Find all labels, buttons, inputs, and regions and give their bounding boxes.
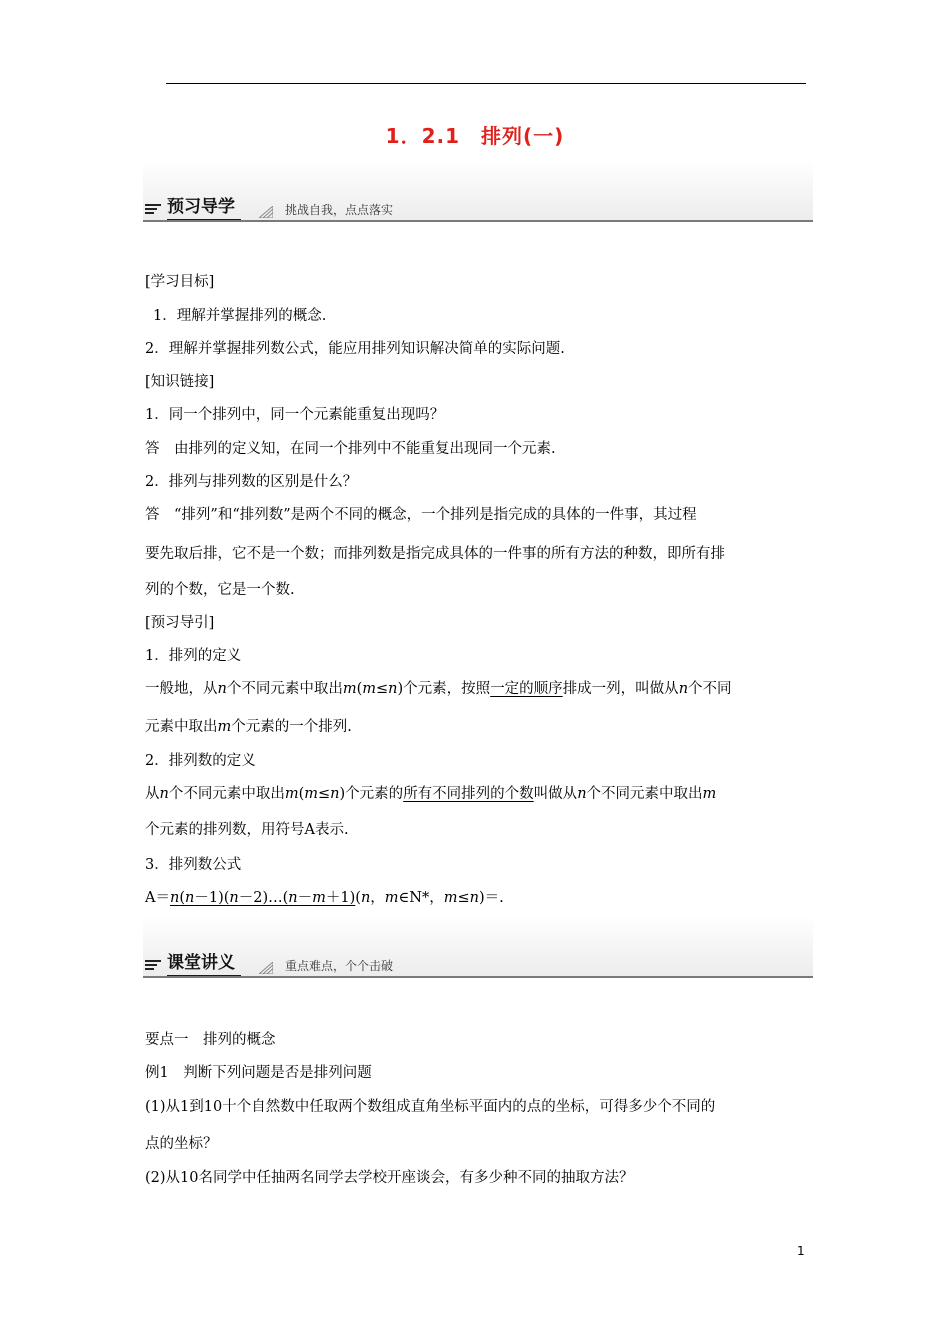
- example-part-1-line-2: 点的坐标？: [145, 1136, 218, 1152]
- underlined-formula: n(n－1)(n－2)…(n－m＋1): [169, 890, 356, 906]
- number-definition-heading: 2．排列数的定义: [145, 753, 256, 769]
- section-title: 预习导学: [167, 197, 241, 222]
- underlined-term: 所有不同排列的个数: [403, 786, 534, 802]
- question-2: 2．排列与排列数的区别是什么？: [145, 474, 358, 490]
- wedge-icon: [259, 206, 273, 218]
- underlined-term: 一定的顺序: [490, 681, 563, 697]
- answer-1: 答 由排列的定义知，在同一个排列中不能重复出现同一个元素.: [145, 441, 556, 457]
- number-definition-line-2: 个元素的排列数，用符号A表示.: [145, 822, 349, 838]
- lines-icon: [145, 960, 161, 972]
- answer-2-line-1: 答 “排列”和“排列数”是两个不同的概念，一个排列是指完成的具体的一件事，其过程: [145, 507, 697, 523]
- question-1: 1．同一个排列中，同一个元素能重复出现吗？: [145, 407, 445, 423]
- definition-line-1: 一般地，从n个不同元素中取出m(m≤n)个元素，按照一定的顺序排成一列，叫做从n个不同: [145, 681, 732, 697]
- definition-line-2: 元素中取出m个元素的一个排列.: [145, 719, 352, 735]
- point-heading: 要点一 排列的概念: [145, 1032, 276, 1048]
- definition-heading: 1．排列的定义: [145, 648, 242, 664]
- link-heading: [知识链接]: [145, 374, 215, 390]
- goal-1: 1．理解并掌握排列的概念.: [153, 308, 327, 324]
- formula-line: A＝n(n－1)(n－2)…(n－m＋1)(n，m∈N*，m≤n)＝.: [145, 890, 504, 906]
- lines-icon: [145, 204, 161, 216]
- example-heading: 例1 判断下列问题是否是排列问题: [145, 1065, 372, 1081]
- guide-heading: [预习导引]: [145, 615, 215, 631]
- answer-2-line-2: 要先取后排，它不是一个数；而排列数是指完成具体的一件事的所有方法的种数，即所有排: [145, 546, 725, 562]
- wedge-icon: [259, 962, 273, 974]
- header-rule: [166, 83, 806, 84]
- answer-2-line-3: 列的个数，它是一个数.: [145, 582, 295, 598]
- example-part-2: (2)从10名同学中任抽两名同学去学校开座谈会，有多少种不同的抽取方法？: [145, 1170, 634, 1186]
- section-subtitle: 重点难点，个个击破: [285, 959, 394, 973]
- page-number: 1: [797, 1244, 805, 1258]
- example-part-1-line-1: (1)从1到10十个自然数中任取两个数组成直角坐标平面内的点的坐标，可得多少个不同的: [145, 1099, 716, 1115]
- section-rule: [143, 976, 813, 978]
- section-header-lecture: [143, 916, 813, 978]
- formula-heading: 3．排列数公式: [145, 857, 242, 873]
- section-header-preview: [143, 160, 813, 222]
- section-rule: [143, 220, 813, 222]
- number-definition-line-1: 从n个不同元素中取出m(m≤n)个元素的所有不同排列的个数叫做从n个不同元素中取出m: [145, 786, 717, 802]
- goal-2: 2．理解并掌握排列数公式，能应用排列知识解决简单的实际问题.: [145, 341, 565, 357]
- page-title: 1．2.1 排列(一): [385, 124, 565, 148]
- goals-heading: [学习目标]: [145, 274, 215, 290]
- section-subtitle: 挑战自我，点点落实: [285, 203, 394, 217]
- section-title: 课堂讲义: [167, 953, 241, 978]
